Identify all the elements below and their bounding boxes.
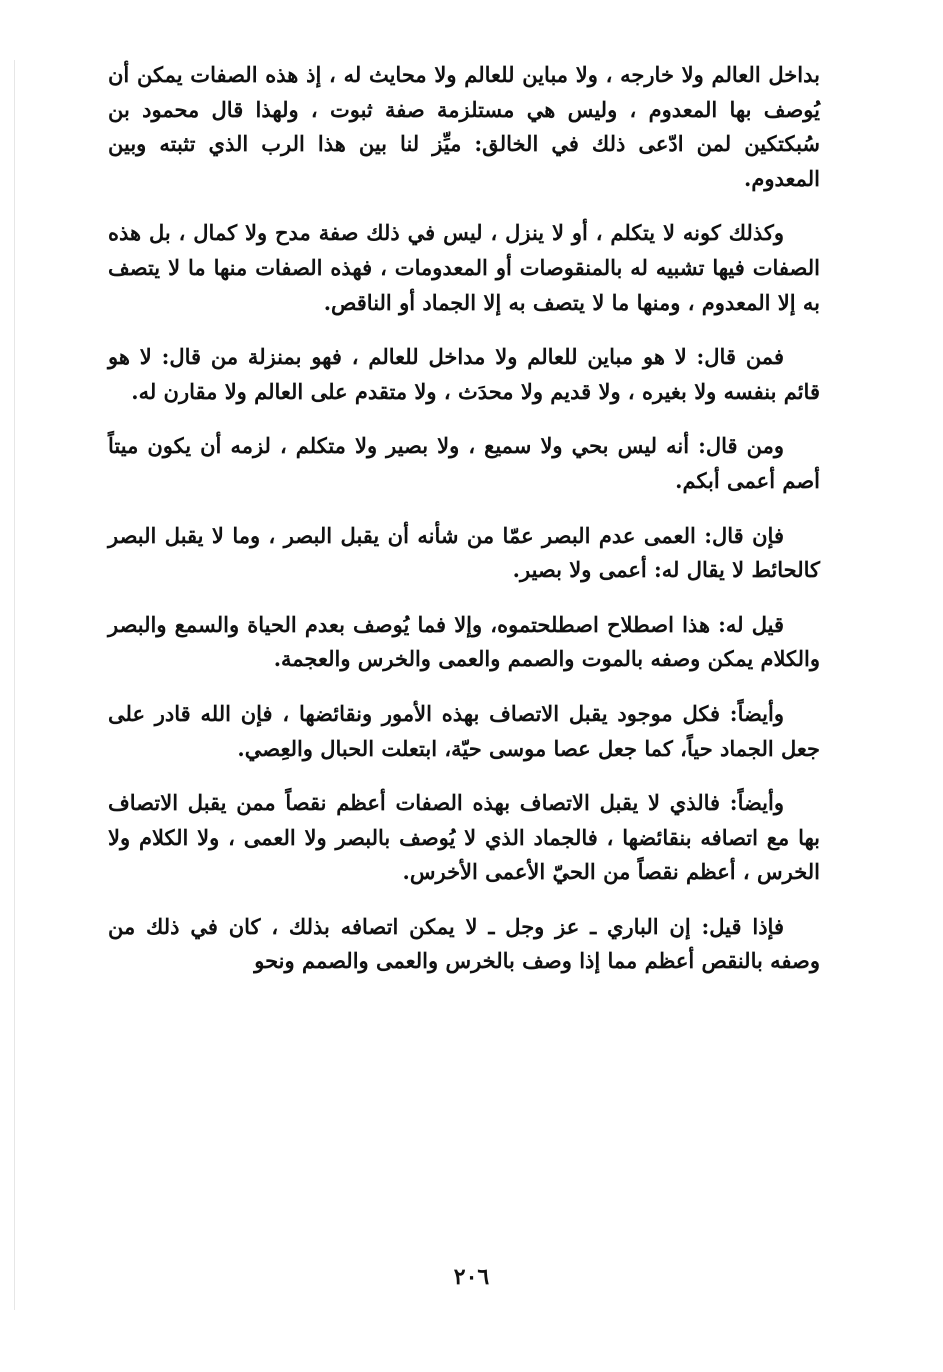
page-body bbox=[108, 58, 820, 1258]
paragraph-1: بداخل العالم ولا خارجه ، ولا مباين للعالم ولا محايث له ، إذ هذه الصفات يمكن أن يُوصف بها المعدوم ، وليس هي مستلزمة صفة ثبوت ، ولهذا قال محمود بن سُبكتكين لمن ادّعى ذلك في الخالق: ميِّز لنا بين هذا الرب الذي تثبته وبين المعدوم. bbox=[108, 62, 820, 191]
paragraph-3: فمن قال: لا هو مباين للعالم ولا مداخل للعالم ، فهو بمنزلة من قال: لا هو قائم بنفسه ولا بغيره ، ولا قديم ولا محدَث ، ولا متقدم على العالم ولا مقارن له. bbox=[108, 344, 820, 404]
paragraph-7: وأيضاً: فكل موجود يقبل الاتصاف بهذه الأمور ونقائضها ، فإن الله قادر على جعل الجماد حياً، كما جعل عصا موسى حيّة، ابتعلت الحبال والعِصي. bbox=[108, 700, 820, 761]
paragraph-4: ومن قال: أنه ليس بحي ولا سميع ، ولا بصير ولا متكلم ، لزمه أن يكون ميتاً أصم أعمى أبكم. bbox=[108, 433, 820, 493]
page-number: ٢٠٦ bbox=[453, 1264, 490, 1290]
paragraph-5: فإن قال: العمى عدم البصر عمّا من شأنه أن يقبل البصر ، وما لا يقبل البصر كالحائط لا يقال له: أعمى ولا بصير. bbox=[108, 522, 820, 583]
paragraph-2: وكذلك كونه لا يتكلم ، أو لا ينزل ، ليس في ذلك صفة مدح ولا كمال ، بل هذه الصفات فيها تشبيه له بالمنقوصات أو المعدومات ، فهذه الصفات منها ما لا يتصف به إلا المعدوم ، ومنها ما لا يتصف به إلا الجماد أو الناقص. bbox=[108, 220, 820, 315]
paragraph-9: فإذا قيل: إن الباري ـ عز وجل ـ لا يمكن اتصافه بذلك ، كان في ذلك من وصفه بالنقص أعظم مما إذا وصف بالخرس والعمى والصمم ونحو bbox=[108, 913, 820, 974]
paragraph-6: قيل له: هذا اصطلاح اصطلحتموه، وإلا فما يُوصف بعدم الحياة والسمع والبصر والكلام يمكن وصفه بالموت والصمم والعمى والخرس والعجمة. bbox=[108, 611, 820, 672]
scan-margin-line bbox=[14, 60, 15, 1310]
paragraph-8: وأيضاً: فالذي لا يقبل الاتصاف بهذه الصفات أعظم نقصاً ممن يقبل الاتصاف بها مع اتصافه بنقائضها ، فالجماد الذي لا يُوصف بالبصر ولا العمى ، ولا الكلام ولا الخرس ، أعظم نقصاً من الحيّ الأعمى الأخرس. bbox=[108, 790, 820, 885]
